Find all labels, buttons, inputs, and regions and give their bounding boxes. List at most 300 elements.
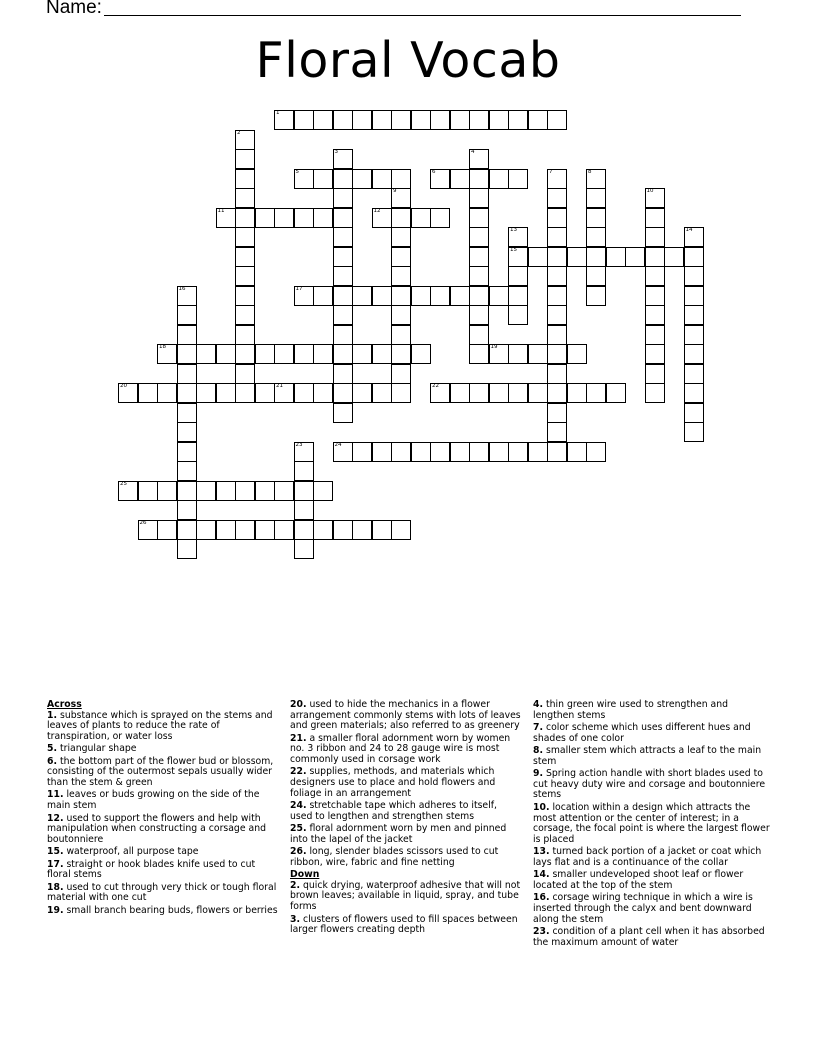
grid-cell[interactable] <box>411 110 431 130</box>
grid-cell[interactable] <box>177 344 197 364</box>
clue-text: used to cut through very thick or tough floral material with one cut <box>47 881 277 904</box>
grid-cell[interactable] <box>255 520 275 540</box>
grid-cell[interactable] <box>469 247 489 267</box>
grid-cell[interactable] <box>450 442 470 462</box>
clue-item <box>533 746 771 767</box>
grid-cell[interactable] <box>430 442 450 462</box>
clue-number: 20 <box>120 383 127 389</box>
clue-number-label: 15. <box>47 846 64 858</box>
grid-cell[interactable] <box>294 461 314 481</box>
clue-number: 12 <box>373 207 381 214</box>
grid-cell[interactable] <box>352 383 372 403</box>
grid-cell[interactable] <box>235 364 255 384</box>
grid-cell[interactable] <box>313 383 333 403</box>
grid-cell[interactable] <box>528 383 548 403</box>
clue-number-label: 5. <box>47 743 58 755</box>
grid-cell[interactable] <box>547 305 567 325</box>
grid-cell[interactable] <box>547 208 567 228</box>
grid-cell[interactable] <box>216 481 236 501</box>
grid-cell[interactable] <box>177 383 197 403</box>
grid-cell[interactable] <box>255 344 275 364</box>
across-heading: Across <box>47 699 82 710</box>
grid-cell[interactable] <box>177 481 197 501</box>
grid-cell[interactable] <box>430 110 450 130</box>
clues-column-2 <box>290 700 522 938</box>
grid-cell[interactable] <box>157 520 177 540</box>
grid-cell[interactable] <box>528 247 548 267</box>
grid-cell[interactable] <box>391 442 411 462</box>
grid-cell[interactable] <box>391 305 411 325</box>
clue-number: 22 <box>432 383 439 389</box>
grid-cell[interactable] <box>391 188 411 208</box>
grid-cell[interactable] <box>430 383 450 403</box>
grid-cell[interactable] <box>547 422 567 442</box>
grid-cell[interactable] <box>235 208 255 228</box>
grid-cell[interactable] <box>547 383 567 403</box>
clue-number-label: 26. <box>290 846 307 858</box>
clue-text: triangular shape <box>57 743 137 755</box>
grid-cell[interactable] <box>274 520 294 540</box>
clue-item <box>47 906 279 917</box>
grid-cell[interactable] <box>586 227 606 247</box>
grid-cell[interactable] <box>547 442 567 462</box>
grid-cell[interactable] <box>333 344 353 364</box>
grid-cell[interactable] <box>489 110 509 130</box>
grid-cell[interactable] <box>333 364 353 384</box>
grid-cell[interactable] <box>313 344 333 364</box>
grid-cell[interactable] <box>469 442 489 462</box>
grid-cell[interactable] <box>177 442 197 462</box>
grid-cell[interactable] <box>586 169 606 189</box>
grid-cell[interactable] <box>333 383 353 403</box>
clue-text: used to support the flowers and help with manipulation when constructing a corsage and boutonniere <box>47 812 266 845</box>
clue-item <box>47 744 279 755</box>
grid-cell[interactable] <box>489 286 509 306</box>
grid-cell[interactable] <box>372 520 392 540</box>
grid-cell[interactable] <box>586 208 606 228</box>
grid-cell[interactable] <box>177 520 197 540</box>
grid-cell[interactable] <box>489 169 509 189</box>
grid-cell[interactable] <box>567 247 587 267</box>
grid-cell[interactable] <box>333 325 353 345</box>
grid-cell[interactable] <box>235 520 255 540</box>
grid-cell[interactable] <box>430 286 450 306</box>
clue-number: 15 <box>510 246 517 253</box>
grid-cell[interactable] <box>235 227 255 247</box>
grid-cell[interactable] <box>586 188 606 208</box>
grid-cell[interactable] <box>430 169 450 189</box>
grid-cell[interactable] <box>294 286 314 306</box>
grid-cell[interactable] <box>118 383 138 403</box>
clue-number-label: 7. <box>533 722 544 734</box>
grid-cell[interactable] <box>177 539 197 559</box>
grid-cell[interactable] <box>196 520 216 540</box>
clue-text: stretchable tape which adheres to itself, used to lengthen and strengthen stems <box>290 800 497 822</box>
grid-cell[interactable] <box>177 325 197 345</box>
grid-cell[interactable] <box>645 188 665 208</box>
grid-cell[interactable] <box>684 325 704 345</box>
grid-cell[interactable] <box>508 442 528 462</box>
grid-cell[interactable] <box>294 110 314 130</box>
grid-cell[interactable] <box>469 286 489 306</box>
grid-cell[interactable] <box>508 169 528 189</box>
clue-item <box>47 814 279 846</box>
grid-cell[interactable] <box>177 422 197 442</box>
grid-cell[interactable] <box>586 266 606 286</box>
clue-number-label: 24. <box>290 800 307 812</box>
grid-cell[interactable] <box>547 110 567 130</box>
grid-cell[interactable] <box>411 344 431 364</box>
grid-cell[interactable] <box>450 169 470 189</box>
grid-cell[interactable] <box>177 403 197 423</box>
grid-cell[interactable] <box>333 188 353 208</box>
grid-cell[interactable] <box>216 520 236 540</box>
grid-cell[interactable] <box>469 208 489 228</box>
grid-cell[interactable] <box>430 208 450 228</box>
grid-cell[interactable] <box>235 286 255 306</box>
grid-cell[interactable] <box>606 383 626 403</box>
grid-cell[interactable] <box>645 266 665 286</box>
grid-cell[interactable] <box>469 383 489 403</box>
grid-cell[interactable] <box>294 383 314 403</box>
grid-cell[interactable] <box>294 169 314 189</box>
grid-cell[interactable] <box>235 481 255 501</box>
grid-cell[interactable] <box>372 344 392 364</box>
clue-text: smaller stem which attracts a leaf to the main stem <box>533 745 762 767</box>
grid-cell[interactable] <box>469 344 489 364</box>
grid-cell[interactable] <box>313 286 333 306</box>
grid-cell[interactable] <box>645 364 665 384</box>
clue-number-label: 20. <box>290 699 307 710</box>
grid-cell[interactable] <box>294 344 314 364</box>
grid-cell[interactable] <box>118 481 138 501</box>
grid-cell[interactable] <box>157 481 177 501</box>
grid-cell[interactable] <box>294 208 314 228</box>
grid-cell[interactable] <box>391 520 411 540</box>
grid-cell[interactable] <box>333 208 353 228</box>
grid-cell[interactable] <box>235 305 255 325</box>
clue-text: Spring action handle with short blades used to cut heavy duty wire and corsage and boutonniere stems <box>533 768 766 801</box>
grid-cell[interactable] <box>196 481 216 501</box>
grid-cell[interactable] <box>333 305 353 325</box>
grid-cell[interactable] <box>177 286 197 306</box>
grid-cell[interactable] <box>469 110 489 130</box>
grid-cell[interactable] <box>547 169 567 189</box>
grid-cell[interactable] <box>586 286 606 306</box>
grid-cell[interactable] <box>469 227 489 247</box>
grid-cell[interactable] <box>177 364 197 384</box>
grid-cell[interactable] <box>352 286 372 306</box>
grid-cell[interactable] <box>411 286 431 306</box>
grid-cell[interactable] <box>547 286 567 306</box>
grid-cell[interactable] <box>333 403 353 423</box>
grid-cell[interactable] <box>391 110 411 130</box>
grid-cell[interactable] <box>235 169 255 189</box>
grid-cell[interactable] <box>684 422 704 442</box>
grid-cell[interactable] <box>391 286 411 306</box>
grid-cell[interactable] <box>294 442 314 462</box>
grid-cell[interactable] <box>333 286 353 306</box>
grid-cell[interactable] <box>567 344 587 364</box>
clue-text: location within a design which attracts the most attention or the center of interest; in a corsage, the focal point is where the largest flower is placed <box>533 801 770 845</box>
grid-cell[interactable] <box>411 442 431 462</box>
grid-cell[interactable] <box>489 442 509 462</box>
grid-cell[interactable] <box>528 110 548 130</box>
grid-cell[interactable] <box>606 247 626 267</box>
grid-cell[interactable] <box>177 500 197 520</box>
grid-cell[interactable] <box>684 403 704 423</box>
grid-cell[interactable] <box>547 325 567 345</box>
clue-item <box>290 801 522 822</box>
grid-cell[interactable] <box>196 383 216 403</box>
down-heading: Down <box>290 869 320 881</box>
clue-text: clusters of flowers used to fill spaces between larger flowers creating depth <box>290 913 518 936</box>
grid-cell[interactable] <box>333 169 353 189</box>
grid-cell[interactable] <box>547 403 567 423</box>
grid-cell[interactable] <box>450 110 470 130</box>
grid-cell[interactable] <box>469 149 489 169</box>
grid-cell[interactable] <box>235 247 255 267</box>
clue-number-label: 8. <box>533 745 544 757</box>
grid-cell[interactable] <box>391 169 411 189</box>
clues-column-1 <box>47 700 279 918</box>
clue-item <box>290 847 522 868</box>
grid-cell[interactable] <box>294 500 314 520</box>
grid-cell[interactable] <box>547 344 567 364</box>
grid-cell[interactable] <box>528 344 548 364</box>
grid-cell[interactable] <box>684 227 704 247</box>
grid-cell[interactable] <box>235 344 255 364</box>
clue-item <box>290 824 522 845</box>
grid-cell[interactable] <box>450 286 470 306</box>
grid-cell[interactable] <box>489 383 509 403</box>
grid-cell[interactable] <box>372 208 392 228</box>
grid-cell[interactable] <box>177 305 197 325</box>
grid-cell[interactable] <box>547 364 567 384</box>
grid-cell[interactable] <box>586 247 606 267</box>
clue-item <box>290 700 522 732</box>
grid-cell[interactable] <box>333 442 353 462</box>
clue-text: straight or hook blades knife used to cut floral stems <box>47 858 256 881</box>
grid-cell[interactable] <box>391 344 411 364</box>
grid-cell[interactable] <box>508 286 528 306</box>
clue-item <box>533 723 771 744</box>
grid-cell[interactable] <box>235 325 255 345</box>
grid-cell[interactable] <box>547 227 567 247</box>
grid-cell[interactable] <box>255 383 275 403</box>
grid-cell[interactable] <box>294 520 314 540</box>
grid-cell[interactable] <box>664 247 684 267</box>
clue-number: 4 <box>471 149 475 155</box>
clue-number: 17 <box>295 285 303 292</box>
grid-cell[interactable] <box>313 520 333 540</box>
clue-item <box>533 847 771 868</box>
clue-text: small branch bearing buds, flowers or berries <box>63 904 278 916</box>
grid-cell[interactable] <box>274 481 294 501</box>
grid-cell[interactable] <box>372 286 392 306</box>
grid-cell[interactable] <box>372 169 392 189</box>
grid-cell[interactable] <box>157 344 177 364</box>
grid-cell[interactable] <box>586 383 606 403</box>
grid-cell[interactable] <box>274 110 294 130</box>
grid-cell[interactable] <box>235 130 255 150</box>
grid-cell[interactable] <box>235 188 255 208</box>
clue-number-label: 11. <box>47 789 64 801</box>
clue-text: turned back portion of a jacket or coat which lays flat and is a continuance of the collar <box>533 846 762 868</box>
grid-cell[interactable] <box>313 208 333 228</box>
grid-cell[interactable] <box>586 442 606 462</box>
grid-cell[interactable] <box>547 188 567 208</box>
grid-cell[interactable] <box>294 539 314 559</box>
clue-item <box>290 734 522 766</box>
grid-cell[interactable] <box>333 266 353 286</box>
grid-cell[interactable] <box>352 110 372 130</box>
clue-number: 19 <box>490 344 498 350</box>
grid-cell[interactable] <box>255 208 275 228</box>
grid-cell[interactable] <box>469 266 489 286</box>
clue-text: quick drying, waterproof adhesive that will not brown leaves; available in liquid, spray, and tube forms <box>290 879 521 913</box>
grid-cell[interactable] <box>313 110 333 130</box>
grid-cell[interactable] <box>684 364 704 384</box>
grid-cell[interactable] <box>625 247 645 267</box>
grid-cell[interactable] <box>391 227 411 247</box>
grid-cell[interactable] <box>372 383 392 403</box>
clue-item <box>290 915 522 936</box>
grid-cell[interactable] <box>645 305 665 325</box>
clue-text: floral adornment worn by men and pinned into the lapel of the jacket <box>290 823 507 845</box>
clue-text: condition of a plant cell when it has absorbed the maximum amount of water <box>533 926 765 948</box>
grid-cell[interactable] <box>235 149 255 169</box>
grid-cell[interactable] <box>645 344 665 364</box>
grid-cell[interactable] <box>216 344 236 364</box>
grid-cell[interactable] <box>508 110 528 130</box>
grid-cell[interactable] <box>567 383 587 403</box>
grid-cell[interactable] <box>235 383 255 403</box>
grid-cell[interactable] <box>313 481 333 501</box>
grid-cell[interactable] <box>684 305 704 325</box>
grid-cell[interactable] <box>684 266 704 286</box>
clue-text: a smaller floral adornment worn by women no. 3 ribbon and 24 to 28 gauge wire is most commonly used in corsage work <box>290 732 511 765</box>
grid-cell[interactable] <box>508 383 528 403</box>
grid-cell[interactable] <box>157 383 177 403</box>
grid-cell[interactable] <box>196 344 216 364</box>
clue-number: 9 <box>393 188 397 194</box>
clue-item <box>533 803 771 845</box>
grid-cell[interactable] <box>508 344 528 364</box>
grid-cell[interactable] <box>547 266 567 286</box>
clue-number-label: 18. <box>47 881 64 893</box>
grid-cell[interactable] <box>255 481 275 501</box>
clue-number: 13 <box>510 227 517 233</box>
grid-cell[interactable] <box>138 520 158 540</box>
clue-item <box>533 700 771 721</box>
grid-cell[interactable] <box>372 110 392 130</box>
grid-cell[interactable] <box>469 188 489 208</box>
grid-cell[interactable] <box>684 286 704 306</box>
clue-number: 7 <box>549 168 553 175</box>
clue-number-label: 3. <box>290 913 301 925</box>
clue-number-label: 14. <box>533 869 550 881</box>
grid-cell[interactable] <box>333 110 353 130</box>
grid-cell[interactable] <box>274 383 294 403</box>
clue-number: 26 <box>139 519 147 526</box>
grid-cell[interactable] <box>274 344 294 364</box>
clue-item <box>47 883 279 904</box>
grid-cell[interactable] <box>333 149 353 169</box>
grid-cell[interactable] <box>294 481 314 501</box>
clue-number: 1 <box>276 110 280 116</box>
grid-cell[interactable] <box>450 383 470 403</box>
grid-cell[interactable] <box>333 247 353 267</box>
clue-number-label: 22. <box>290 766 307 778</box>
clue-number-label: 10. <box>533 801 550 813</box>
grid-cell[interactable] <box>333 520 353 540</box>
grid-cell[interactable] <box>508 227 528 247</box>
grid-cell[interactable] <box>469 325 489 345</box>
grid-cell[interactable] <box>684 344 704 364</box>
clue-item <box>533 769 771 801</box>
grid-cell[interactable] <box>684 383 704 403</box>
grid-cell[interactable] <box>567 442 587 462</box>
grid-cell[interactable] <box>469 305 489 325</box>
grid-cell[interactable] <box>138 481 158 501</box>
grid-cell[interactable] <box>547 247 567 267</box>
grid-cell[interactable] <box>177 461 197 481</box>
grid-cell[interactable] <box>411 208 431 228</box>
grid-cell[interactable] <box>274 208 294 228</box>
grid-cell[interactable] <box>235 266 255 286</box>
grid-cell[interactable] <box>352 442 372 462</box>
grid-cell[interactable] <box>508 247 528 267</box>
clue-number-label: 13. <box>533 846 550 858</box>
grid-cell[interactable] <box>391 247 411 267</box>
clue-text: waterproof, all purpose tape <box>63 846 199 858</box>
grid-cell[interactable] <box>645 383 665 403</box>
grid-cell[interactable] <box>645 325 665 345</box>
grid-cell[interactable] <box>216 383 236 403</box>
grid-cell[interactable] <box>684 247 704 267</box>
clue-item <box>47 757 279 789</box>
grid-cell[interactable] <box>391 364 411 384</box>
clue-text: long, slender blades scissors used to cut ribbon, wire, fabric and fine netting <box>290 846 499 868</box>
grid-cell[interactable] <box>469 169 489 189</box>
clue-number-label: 2. <box>290 879 301 891</box>
grid-cell[interactable] <box>645 286 665 306</box>
grid-cell[interactable] <box>391 383 411 403</box>
grid-cell[interactable] <box>313 169 333 189</box>
grid-cell[interactable] <box>508 266 528 286</box>
grid-cell[interactable] <box>372 442 392 462</box>
grid-cell[interactable] <box>645 227 665 247</box>
grid-cell[interactable] <box>216 208 236 228</box>
name-label: Name: <box>46 0 102 18</box>
grid-cell[interactable] <box>391 208 411 228</box>
grid-cell[interactable] <box>645 208 665 228</box>
grid-cell[interactable] <box>352 520 372 540</box>
grid-cell[interactable] <box>508 305 528 325</box>
grid-cell[interactable] <box>391 325 411 345</box>
grid-cell[interactable] <box>645 247 665 267</box>
grid-cell[interactable] <box>352 344 372 364</box>
clue-number: 14 <box>685 227 693 233</box>
grid-cell[interactable] <box>138 383 158 403</box>
grid-cell[interactable] <box>391 266 411 286</box>
grid-cell[interactable] <box>528 442 548 462</box>
grid-cell[interactable] <box>489 344 509 364</box>
grid-cell[interactable] <box>333 227 353 247</box>
grid-cell[interactable] <box>352 169 372 189</box>
clue-text: corsage wiring technique in which a wire is inserted through the calyx and bent downward along the stem <box>533 892 753 925</box>
